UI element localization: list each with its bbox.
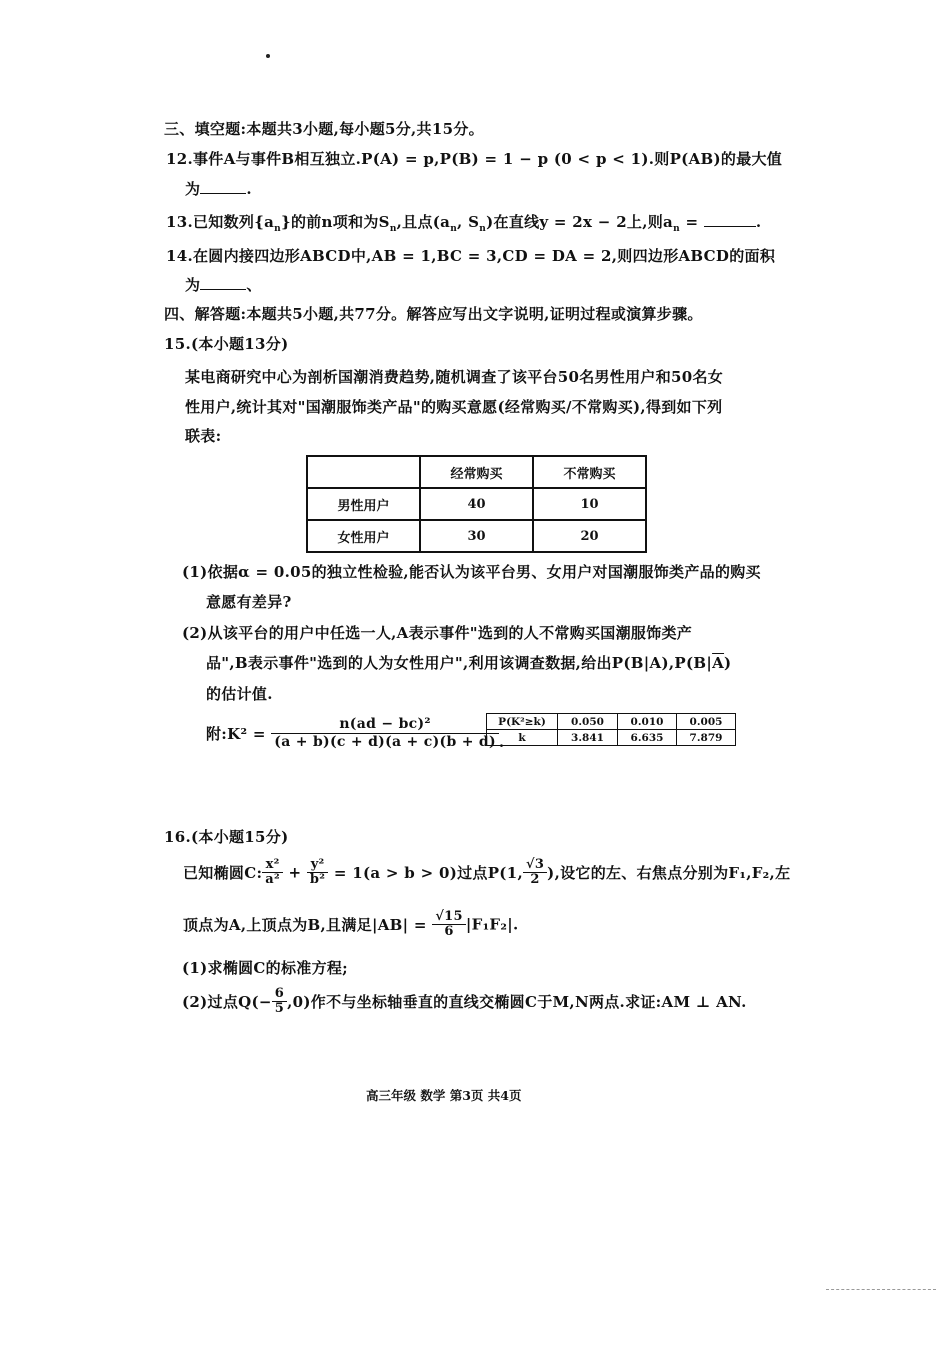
table-row (307, 488, 646, 520)
q15-part1-line2: 意愿有差异? (206, 593, 292, 611)
k-squared-formula: 附:K² = $\frac{\text{n(ad − bc)²}}{(a + b)(c + d)(a + c)(b + d)}$ . (206, 716, 505, 751)
sqrt15-over-6-fraction: $\frac{√15}{6}$ (432, 910, 466, 939)
table-cell: 3.841 (558, 730, 618, 746)
q16-part2: (2)过点Q(− $\frac{6}{5}$ ,0)作不与坐标轴垂直的直线交椭圆C于M,N两点.求证:AM ⊥ AN. (182, 986, 747, 1016)
q15-intro-line1: 某电商研究中心为剖析国潮消费趋势,随机调查了该平台50名男性用户和50名女 (185, 368, 724, 386)
q12-line1: 12.事件A与事件B相互独立.P(A) = p,P(B) = 1 − p (0 < p < 1).则P(AB)的最大值 (166, 150, 783, 168)
table-row (487, 714, 736, 730)
q13-line: 13.已知数列$\{a_n\}$的前n项和为$S_n$,且点($a_n$, $S_n$)在直线y = 2x − 2上,则$a_n$ = . (166, 213, 762, 234)
q14-line1: 14.在圆内接四边形ABCD中,AB = 1,BC = 3,CD = DA = 2,则四边形ABCD的面积 (166, 247, 776, 265)
q12-line2: 为 . (185, 180, 252, 198)
table-cell: 经常购买 (420, 456, 533, 488)
six-fifths-fraction: $\frac{6}{5}$ (272, 987, 287, 1016)
table-cell (307, 456, 420, 488)
table-cell: 男性用户 (307, 488, 420, 520)
table-cell: k (487, 730, 558, 746)
y-over-b-fraction: $\frac{\text{y²}}{\text{b²}}$ (307, 858, 328, 887)
formula-fraction: $\frac{\text{n(ad − bc)²}}{(a + b)(c + d)(a + c)(b + d)}$ (271, 716, 499, 751)
q16-title: 16.(本小题15分) (164, 828, 289, 846)
q13-answer-blank (704, 212, 756, 227)
q15-part2-line2: 品",B表示事件"选到的人为女性用户",利用该调查数据,给出$P(B|A),P(B|\overline{A})$ (206, 654, 732, 672)
table-cell: 6.635 (618, 730, 677, 746)
table-cell: 10 (533, 488, 646, 520)
q15-intro-line2: 性用户,统计其对"国潮服饰类产品"的购买意愿(经常购买/不常购买),得到如下列 (185, 398, 723, 416)
stray-dot (266, 54, 270, 58)
sqrt3-over-2-fraction: $\frac{√3}{2}$ (523, 858, 547, 887)
q16-line2: 顶点为A,上顶点为B,且满足|AB| = $\frac{√15}{6}$ |F₁F₂|. (183, 909, 519, 939)
table-row (487, 730, 736, 746)
q15-title: 15.(本小题13分) (164, 335, 289, 353)
q15-intro-line3: 联表: (185, 427, 222, 445)
q14-answer-blank (200, 275, 246, 290)
table-cell: 30 (420, 520, 533, 552)
section3-heading: 三、填空题:本题共3小题,每小题5分,共15分。 (164, 120, 484, 138)
page-footer: 高三年级 数学 第3页 共4页 (366, 1088, 522, 1103)
table-cell: 女性用户 (307, 520, 420, 552)
q16-line1: 已知椭圆C: $\frac{\text{x²}}{\text{a²}}$ + $\frac{\text{y²}}{\text{b²}}$ = 1(a > b > 0)过点P(1, $\frac{√3}{2}$ ),设它的左、右焦点分别为F₁,F₂,左 (183, 857, 791, 887)
scan-artifact-line (826, 1288, 936, 1290)
table-cell: 40 (420, 488, 533, 520)
q15-part2-line1: (2)从该平台的用户中任选一人,A表示事件"选到的人不常购买国潮服饰类产 (182, 624, 693, 642)
q15-part2-line3: 的估计值. (206, 685, 273, 703)
table-cell: P(K²≥k) (487, 714, 558, 730)
critical-value-table (486, 713, 736, 746)
table-cell: 0.010 (618, 714, 677, 730)
table-header-row (307, 456, 646, 488)
section4-heading: 四、解答题:本题共5小题,共77分。解答应写出文字说明,证明过程或演算步骤。 (164, 305, 703, 323)
table-cell: 不常购买 (533, 456, 646, 488)
x-over-a-fraction: $\frac{\text{x²}}{\text{a²}}$ (262, 858, 283, 887)
q16-part1: (1)求椭圆C的标准方程; (182, 959, 349, 977)
table-cell: 0.050 (558, 714, 618, 730)
q12-answer-blank (200, 179, 246, 194)
table-row (307, 520, 646, 552)
table-cell: 7.879 (677, 730, 736, 746)
q15-part1-line1: (1)依据α = 0.05的独立性检验,能否认为该平台男、女用户对国潮服饰类产品的购买 (182, 563, 761, 581)
table-cell: 20 (533, 520, 646, 552)
contingency-table (306, 455, 647, 553)
q14-line2: 为 、 (185, 276, 262, 294)
table-cell: 0.005 (677, 714, 736, 730)
